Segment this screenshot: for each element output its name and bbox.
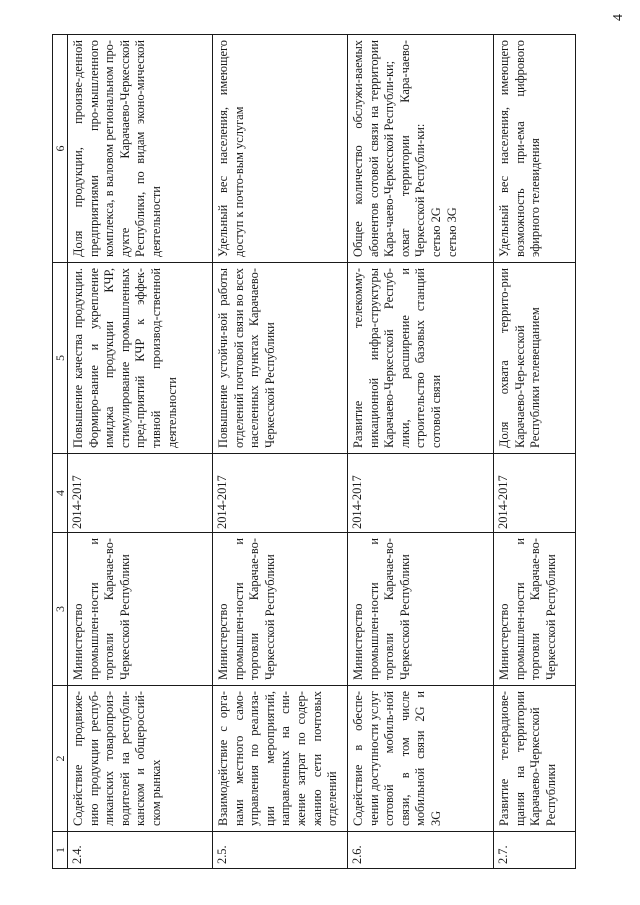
table-row: [68, 35, 213, 869]
executor-cell: Министерство промышлен-ности и торговли Карачае-во-Черкесской Республики: [348, 533, 494, 686]
measure-cell: Содействие продвиже-нию продукции респуб-ликанских товаропроиз-водителей на республи-канском и общероссий-ском рынках: [68, 686, 213, 832]
page-number: 4: [611, 14, 626, 21]
period-cell: 2014-2017: [494, 454, 576, 533]
row-number-cell: 2.7.: [494, 832, 576, 869]
column-number-row: [53, 35, 68, 869]
result-cell: Доля охвата террито-рии Карачаево-Чер-кесской Республики телевещанием: [494, 263, 576, 454]
column-header: 3: [53, 533, 68, 686]
indicator-line: сетью 3G: [444, 207, 459, 257]
column-header: 2: [53, 686, 68, 832]
table-row: [494, 35, 576, 869]
column-header: 6: [53, 35, 68, 263]
indicator-line: охват территории Кара-чаево-Черкесской Республи-ки:: [397, 40, 428, 257]
result-cell: Развитие телекомму-никационной инфра-структуры Карачаево-Черкесской Респуб-лики, расширение и строительство базовых станций сотовой связи: [348, 263, 494, 454]
result-cell: Повышение качества продукции. Формиро-вание и укрепление имиджа продукции КЧР, стимулирование промышленных пред-приятий КЧР к эффек-тивной производ-ственной деятельности: [68, 263, 213, 454]
column-header: 1: [53, 832, 68, 869]
indicator-cell: Удельный вес населения, имеющего доступ к почто-вым услугам: [213, 35, 348, 263]
column-header: 4: [53, 454, 68, 533]
indicator-cell: [348, 35, 494, 263]
table-row: [213, 35, 348, 869]
executor-cell: Министерство промышлен-ности и торговли Карачае-во-Черкесской Республики: [494, 533, 576, 686]
row-number-cell: 2.4.: [68, 832, 213, 869]
indicator-cell: Удельный вес населения, имеющего возможность при-ема цифрового эфирного телевидения: [494, 35, 576, 263]
measure-cell: Содействие в обеспе-чении доступности услуг сотовой мобиль-ной связи, в том числе мобильной связи 2G и 3G: [348, 686, 494, 832]
executor-cell: Министерство промышлен-ности и торговли Карачае-во-Черкесской Республики: [213, 533, 348, 686]
indicator-line: сетью 2G: [428, 207, 443, 257]
row-number-cell: 2.6.: [348, 832, 494, 869]
indicator-line: Общее количество обслужи-ваемых абонентов сотовой связи на территории Кара-чаево-Черкесской Республи-ки;: [351, 40, 397, 257]
period-cell: 2014-2017: [348, 454, 494, 533]
column-header: 5: [53, 263, 68, 454]
result-cell: Повышение устойчи-вой работы отделений почтовой связи во всех населенных пунктах Карачаево-Черкесской Республики: [213, 263, 348, 454]
executor-cell: Министерство промышлен-ности и торговли Карачае-во-Черкесской Республики: [68, 533, 213, 686]
program-measures-table: [52, 34, 576, 869]
period-cell: 2014-2017: [68, 454, 213, 533]
indicator-cell: Доля продукции, произве-денной предприятиями про-мышленного комплекса, в валовом региональном про-дукте Карачаево-Черкесской Республики, по видам эконо-мической деятельности: [68, 35, 213, 263]
row-number-cell: 2.5.: [213, 832, 348, 869]
measure-cell: Взаимодействие с орга-нами местного само-управления по реализа-ции мероприятий, направленных на сни-жение затрат по содер-жанию сети почтовых отделений: [213, 686, 348, 832]
period-cell: 2014-2017: [213, 454, 348, 533]
table-row: [348, 35, 494, 869]
measure-cell: Развитие телерадиове-щания на территории Карачаево-Черкесской Республики: [494, 686, 576, 832]
